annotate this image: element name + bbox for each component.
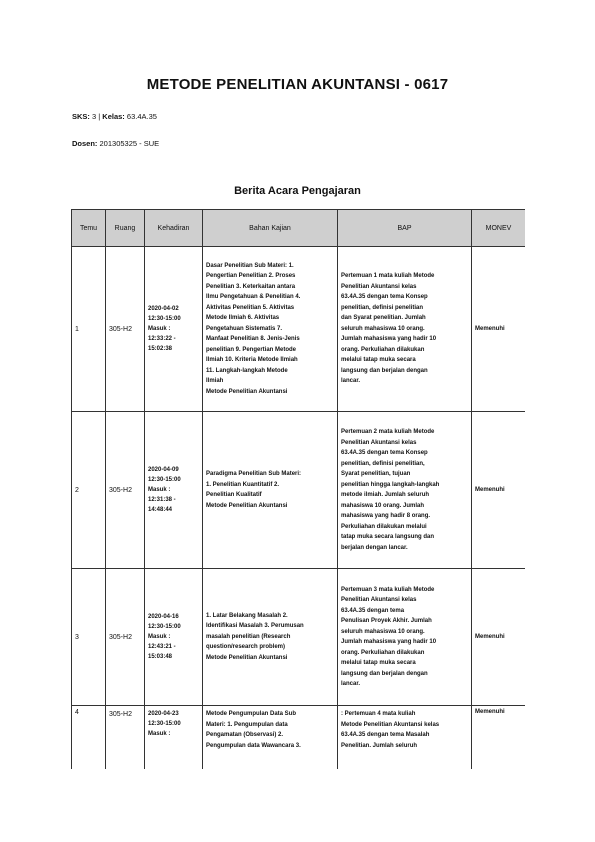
cell-kehadiran-line: 12:31:38 -	[148, 497, 176, 503]
cell-kehadiran-line: 12:30-15:00	[148, 721, 181, 727]
kelas-value: 63.4A.35	[124, 112, 157, 121]
cell-bahan-kajian-line: Pengamatan (Observasi) 2.	[206, 732, 284, 738]
header-bahan-kajian: Bahan Kajian	[203, 210, 338, 247]
cell-bap-line: melalui tatap muka secara	[341, 660, 416, 666]
cell-bap-line: Jumlah mahasiswa yang hadir 10	[341, 336, 437, 343]
cell-kehadiran-line: 15:02:38	[148, 346, 173, 352]
cell-bap-line: lancar.	[341, 681, 361, 687]
cell-kehadiran-line: 12:30-15:00	[148, 624, 181, 630]
cell-bap-line: orang. Perkuliahan dilakukan	[341, 346, 425, 353]
table-row	[72, 569, 526, 706]
cell-bap-line: berjalan dengan lancar.	[341, 544, 408, 551]
cell-kehadiran-line: 2020-04-09	[148, 467, 179, 473]
cell-bahan-kajian-line: Metode Pengumpulan Data Sub	[206, 711, 297, 717]
cell-bap-line: 63.4A.35 dengan tema	[341, 607, 405, 614]
cell-monev: Memenuhi	[472, 247, 526, 412]
table-container	[71, 209, 525, 769]
cell-monev: Memenuhi	[472, 412, 526, 569]
cell-bahan-kajian-line: Pengetahuan Sistematis 7.	[206, 325, 283, 332]
cell-temu: 2	[72, 412, 106, 569]
cell-temu: 3	[72, 569, 106, 706]
cell-bap-line: Pertemuan 1 mata kuliah Metode	[341, 273, 435, 280]
course-meta	[72, 112, 157, 121]
cell-bahan-kajian-line: Ilmiah	[206, 378, 224, 385]
cell-bahan-kajian-line: Paradigma Penelitian Sub Materi:	[206, 471, 302, 477]
cell-kehadiran-line: 15:03:48	[148, 654, 173, 660]
cell-bap-line: Perkuliahan dilakukan melalui	[341, 523, 427, 530]
cell-kehadiran-line: 2020-04-23	[148, 711, 179, 717]
cell-bap-line: metode ilmiah. Jumlah seluruh	[341, 492, 430, 498]
cell-bap-line: tatap muka secara langsung dan	[341, 534, 435, 540]
cell-kehadiran-line: 12:30-15:00	[148, 316, 181, 322]
cell-bap-line: langsung dan berjalan dengan	[341, 670, 428, 677]
cell-bahan-kajian-line: Pengertian Penelitian 2. Proses	[206, 273, 296, 280]
cell-bap-line: penelitian hingga langkah-langkah	[341, 481, 440, 488]
cell-bahan-kajian-line: Metode Penelitian Akuntansi	[206, 502, 288, 509]
cell-kehadiran-line: 12:30-15:00	[148, 477, 181, 483]
cell-bap-line: orang. Perkuliahan dilakukan	[341, 649, 425, 656]
cell-bap-line: Penulisan Proyek Akhir. Jumlah	[341, 618, 432, 624]
cell-kehadiran	[145, 412, 203, 569]
cell-bap-line: : Pertemuan 4 mata kuliah	[341, 711, 416, 717]
cell-kehadiran-line: Masuk :	[148, 487, 171, 493]
cell-monev: Memenuhi	[472, 569, 526, 706]
cell-bahan-kajian	[203, 706, 338, 770]
page-title: METODE PENELITIAN AKUNTANSI - 0617	[146, 76, 449, 93]
sks-value: 3 |	[89, 112, 103, 121]
section-title: Berita Acara Pengajaran	[234, 185, 361, 197]
cell-bahan-kajian-line: masalah penelitian (Research	[206, 633, 291, 640]
cell-bap-line: 63.4A.35 dengan tema Konsep	[341, 450, 428, 456]
cell-bahan-kajian-line: question/research problem)	[206, 644, 286, 651]
lecturer-meta	[72, 139, 159, 148]
cell-kehadiran-line: 12:43:21 -	[148, 644, 176, 650]
cell-kehadiran-line: 12:33:22 -	[148, 336, 176, 342]
cell-bap-line: mahasiswa 10 orang. Jumlah	[341, 502, 425, 509]
cell-bap-line: Jumlah mahasiswa yang hadir 10	[341, 639, 437, 645]
teaching-record-table	[71, 209, 525, 769]
cell-bap-line: Penelitian. Jumlah seluruh	[341, 742, 418, 749]
cell-bahan-kajian-line: Identifikasi Masalah 3. Perumusan	[206, 623, 304, 630]
cell-bap-line: seluruh mahasiswa 10 orang.	[341, 628, 425, 635]
cell-bap-line: Metode Penelitian Akuntansi kelas	[341, 721, 440, 728]
cell-bap-line: Penelitian Akuntansi kelas	[341, 439, 417, 446]
cell-kehadiran	[145, 247, 203, 412]
sks-label: SKS:	[72, 112, 90, 121]
kelas-label: Kelas:	[102, 112, 125, 121]
cell-bap-line: melalui tatap muka secara	[341, 357, 416, 364]
cell-bahan-kajian-line: Metode Ilmiah 6. Aktivitas	[206, 315, 280, 322]
cell-ruang: 305-H2	[106, 247, 145, 412]
cell-bap	[338, 412, 472, 569]
cell-kehadiran-line: 2020-04-16	[148, 614, 179, 620]
cell-bahan-kajian-line: Metode Penelitian Akuntansi	[206, 388, 288, 395]
cell-kehadiran-line: Masuk :	[148, 634, 171, 640]
cell-bahan-kajian-line: Ilmiah 10. Kriteria Metode Ilmiah	[206, 357, 298, 364]
cell-bahan-kajian-line: Metode Penelitian Akuntansi	[206, 654, 288, 661]
cell-bap-line: Syarat penelitian, tujuan	[341, 471, 411, 477]
cell-temu: 1	[72, 247, 106, 412]
cell-bahan-kajian-line: Materi: 1. Pengumpulan data	[206, 721, 288, 728]
cell-bahan-kajian	[203, 569, 338, 706]
header-monev: MONEV	[472, 210, 526, 247]
cell-bap	[338, 569, 472, 706]
cell-bap-line: langsung dan berjalan dengan	[341, 367, 428, 374]
dosen-value: 201305325 - SUE	[97, 139, 160, 148]
cell-bap	[338, 247, 472, 412]
cell-kehadiran	[145, 706, 203, 770]
header-bap: BAP	[338, 210, 472, 247]
header-temu: Temu	[72, 210, 106, 247]
cell-bahan-kajian	[203, 247, 338, 412]
cell-bap-line: Pertemuan 3 mata kuliah Metode	[341, 586, 435, 593]
cell-temu: 4	[72, 706, 106, 770]
cell-bahan-kajian-line: Aktivitas Penelitian 5. Aktivitas	[206, 304, 295, 311]
table-row	[72, 706, 526, 770]
cell-bap-line: Pertemuan 2 mata kuliah Metode	[341, 429, 435, 435]
cell-bap	[338, 706, 472, 770]
table-row	[72, 412, 526, 569]
cell-kehadiran-line: 2020-04-02	[148, 306, 179, 312]
cell-bahan-kajian-line: Manfaat Penelitian 8. Jenis-Jenis	[206, 336, 300, 343]
cell-bahan-kajian-line: Pengumpulan data Wawancara 3.	[206, 742, 301, 749]
cell-bap-line: seluruh mahasiswa 10 orang.	[341, 325, 425, 332]
cell-bap-line: 63.4A.35 dengan tema Konsep	[341, 294, 428, 301]
cell-bap-line: penelitian, definisi penelitian	[341, 304, 424, 311]
cell-bap-line: dan Syarat penelitian. Jumlah	[341, 315, 426, 322]
cell-kehadiran-line: Masuk :	[148, 731, 171, 737]
cell-bahan-kajian-line: Penelitian Kualitatif	[206, 492, 262, 498]
cell-bap-line: Penelitian Akuntansi kelas	[341, 283, 417, 290]
cell-monev: Memenuhi	[472, 706, 526, 770]
cell-kehadiran	[145, 569, 203, 706]
cell-bahan-kajian-line: 1. Latar Belakang Masalah 2.	[206, 612, 288, 619]
header-kehadiran: Kehadiran	[145, 210, 203, 247]
table-header-row	[72, 210, 526, 247]
cell-kehadiran-line: Masuk :	[148, 326, 171, 332]
cell-bahan-kajian-line: 11. Langkah-langkah Metode	[206, 367, 288, 374]
cell-bap-line: mahasiswa yang hadir 8 orang.	[341, 513, 431, 519]
cell-bahan-kajian-line: penelitian 9. Pengertian Metode	[206, 346, 297, 353]
cell-bahan-kajian-line: Penelitian 3. Keterkaitan antara	[206, 283, 296, 290]
header-ruang: Ruang	[106, 210, 145, 247]
cell-bahan-kajian-line: 1. Penelitian Kuantitatif 2.	[206, 481, 280, 488]
cell-bap-line: Penelitian Akuntansi kelas	[341, 597, 417, 603]
cell-ruang: 305-H2	[106, 569, 145, 706]
cell-bap-line: penelitian, definisi penelitian,	[341, 460, 425, 467]
cell-bap-line: lancar.	[341, 378, 361, 385]
cell-bahan-kajian-line: Dasar Penelitian Sub Materi: 1.	[206, 262, 294, 269]
cell-bahan-kajian	[203, 412, 338, 569]
cell-bap-line: 63.4A.35 dengan tema Masalah	[341, 732, 430, 738]
cell-ruang: 305-H2	[106, 412, 145, 569]
dosen-label: Dosen:	[72, 139, 98, 148]
cell-bahan-kajian-line: Ilmu Pengetahuan & Penelitian 4.	[206, 294, 301, 301]
cell-kehadiran-line: 14:48:44	[148, 507, 173, 513]
table-row	[72, 247, 526, 412]
cell-ruang: 305-H2	[106, 706, 145, 770]
